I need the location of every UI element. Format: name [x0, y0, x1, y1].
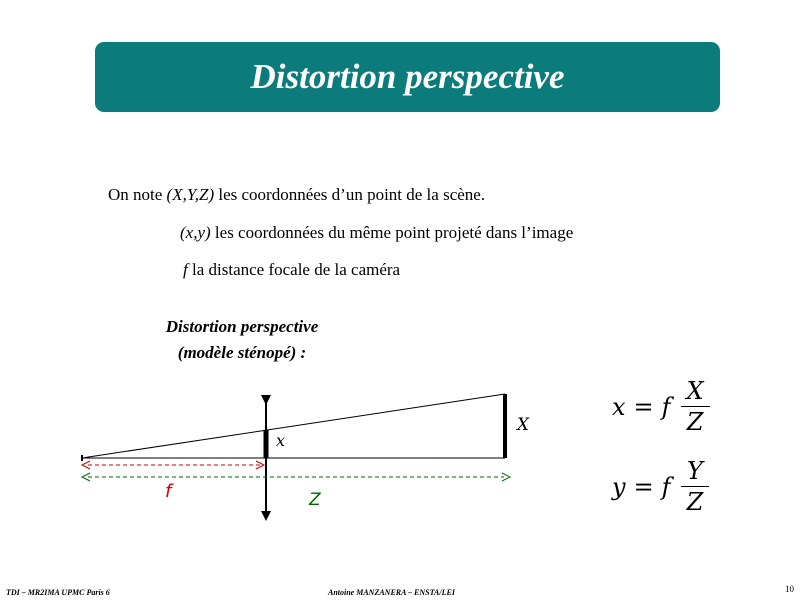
intro-vars: (X,Y,Z) [166, 185, 215, 204]
formula-y [612, 456, 709, 517]
focal-text: la distance focale de la caméra [187, 260, 401, 279]
focal-var: f [183, 260, 188, 279]
formula-y-eq: = [633, 472, 654, 501]
formula-y-coef: f [661, 472, 671, 501]
image-coords-text: les coordonnées du même point projeté dans l’image [210, 223, 574, 242]
label-image-x: x [276, 431, 286, 450]
formula-x-coef: f [661, 392, 671, 421]
formula-y-num: Y [686, 457, 703, 485]
label-focal-f: f [165, 481, 172, 502]
formula-x-den: Z [686, 408, 704, 436]
formula-x-eq: = [633, 392, 654, 421]
page-number: 10 [785, 584, 794, 594]
formula-y-fraction [681, 456, 710, 517]
formula-x-num: X [686, 377, 704, 405]
caption-line2: (modèle sténopé) : [177, 343, 307, 362]
label-depth-Z: Z [309, 490, 321, 510]
slide-title: Distortion perspective [250, 57, 565, 96]
formula-x-fraction [681, 376, 710, 437]
formula-y-lhs: y [612, 472, 626, 501]
label-object-X: X [517, 415, 530, 435]
footer-left: TDI – MR2IMA UPMC Paris 6 [6, 588, 110, 597]
footer-center: Antoine MANZANERA – ENSTA/LEI [328, 588, 455, 597]
projection-ray [82, 394, 505, 458]
formula-y-den: Z [686, 488, 704, 516]
formula-x-lhs: x [612, 392, 626, 421]
intro-suffix: les coordonnées d’un point de la scène. [214, 185, 486, 204]
formula-x [612, 376, 710, 437]
image-coords-vars: (x,y) [180, 223, 211, 242]
intro-prefix: On note [108, 185, 167, 204]
caption-line1: Distortion perspective [165, 317, 319, 336]
